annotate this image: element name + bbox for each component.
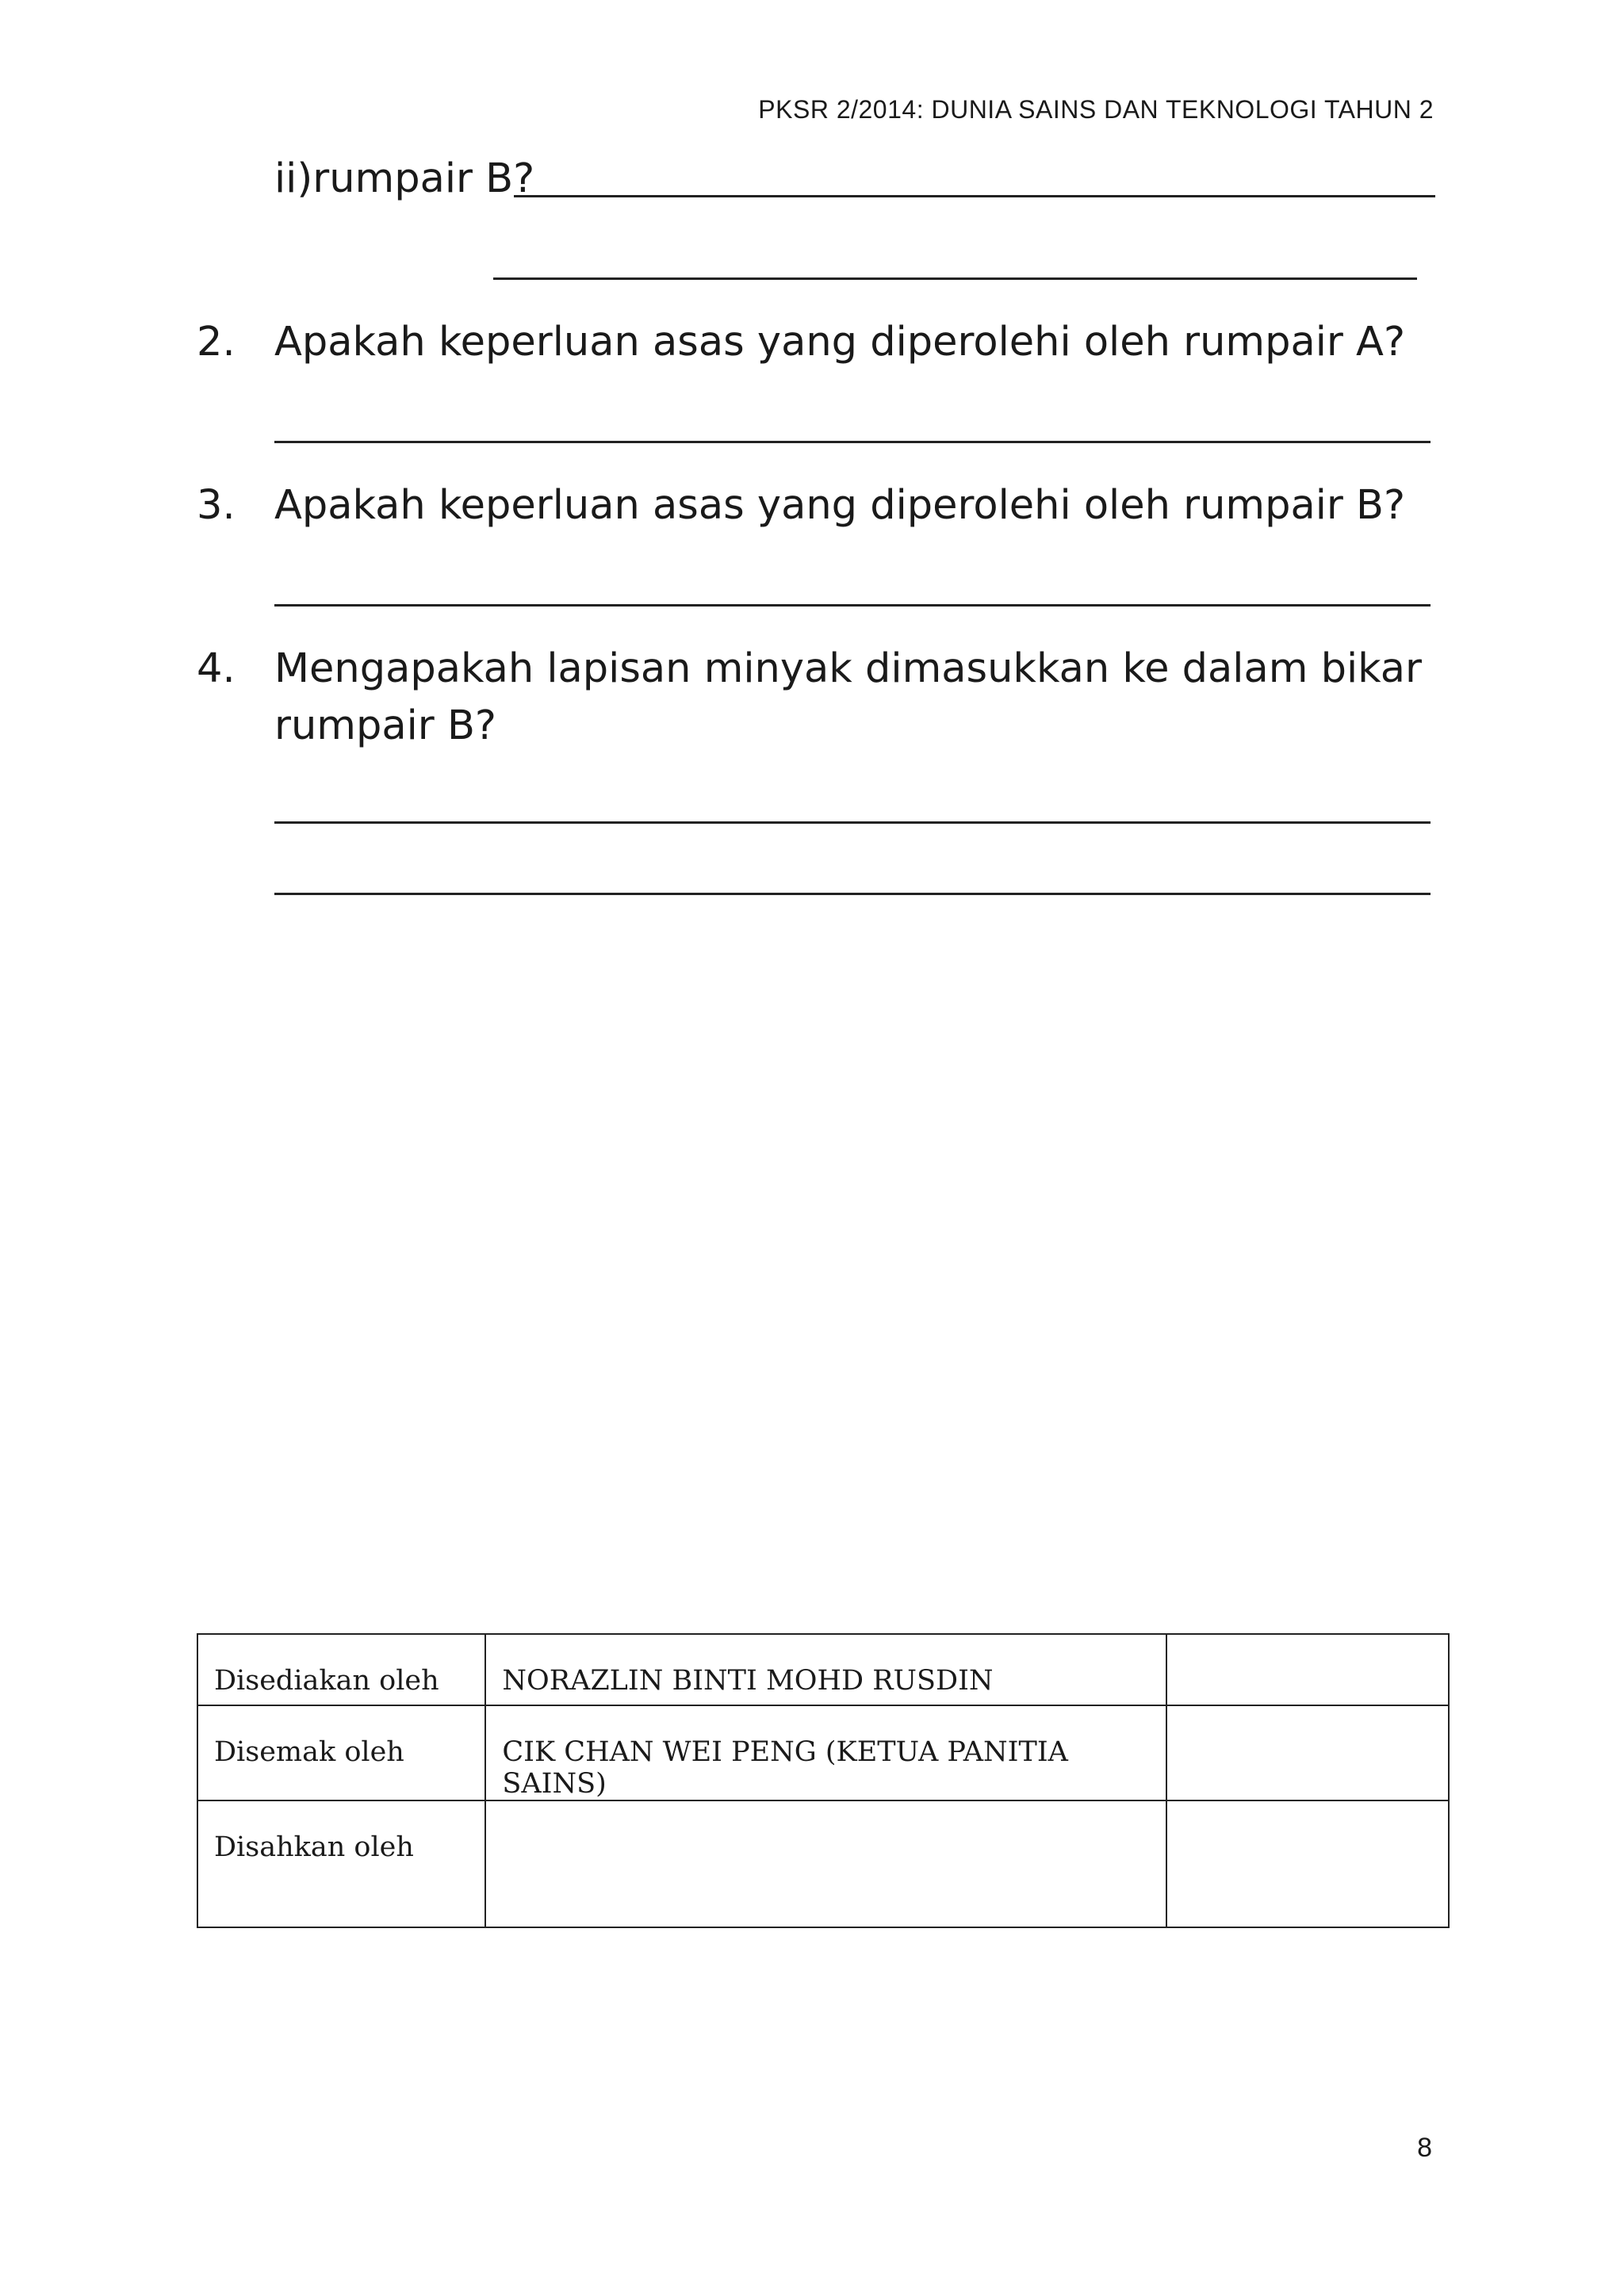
question-text: Apakah keperluan asas yang diperolehi oleh rumpair B? bbox=[274, 482, 1406, 529]
answer-line[interactable] bbox=[514, 195, 1435, 197]
table-row bbox=[197, 1800, 1449, 1927]
signoff-label: Disemak oleh bbox=[197, 1705, 485, 1800]
table-row bbox=[197, 1705, 1449, 1800]
question-number: 2. bbox=[197, 319, 236, 365]
signoff-signature-cell[interactable] bbox=[1166, 1634, 1449, 1705]
signoff-name: CIK CHAN WEI PENG (KETUA PANITIA SAINS) bbox=[485, 1705, 1166, 1800]
signoff-name: NORAZLIN BINTI MOHD RUSDIN bbox=[485, 1634, 1166, 1705]
question-text-line1: Mengapakah lapisan minyak dimasukkan ke dalam bikar bbox=[274, 645, 1423, 692]
page-header: PKSR 2/2014: DUNIA SAINS DAN TEKNOLOGI TAHUN 2 bbox=[758, 95, 1434, 124]
answer-line[interactable] bbox=[274, 604, 1431, 607]
signoff-name bbox=[485, 1800, 1166, 1927]
signoff-label: Disahkan oleh bbox=[197, 1800, 485, 1927]
signoff-label: Disediakan oleh bbox=[197, 1634, 485, 1705]
signoff-signature-cell[interactable] bbox=[1166, 1800, 1449, 1927]
subquestion-label: ii)rumpair B? bbox=[274, 155, 535, 202]
signoff-table bbox=[197, 1633, 1450, 1928]
answer-line[interactable] bbox=[493, 277, 1417, 280]
question-text-line2: rumpair B? bbox=[274, 702, 497, 749]
question-text: Apakah keperluan asas yang diperolehi oleh rumpair A? bbox=[274, 319, 1406, 365]
answer-line[interactable] bbox=[274, 441, 1431, 443]
table-row bbox=[197, 1634, 1449, 1705]
page-number: 8 bbox=[1417, 2133, 1432, 2163]
question-number: 3. bbox=[197, 482, 236, 529]
answer-line[interactable] bbox=[274, 821, 1431, 824]
answer-line[interactable] bbox=[274, 893, 1431, 895]
signoff-signature-cell[interactable] bbox=[1166, 1705, 1449, 1800]
question-number: 4. bbox=[197, 645, 236, 692]
